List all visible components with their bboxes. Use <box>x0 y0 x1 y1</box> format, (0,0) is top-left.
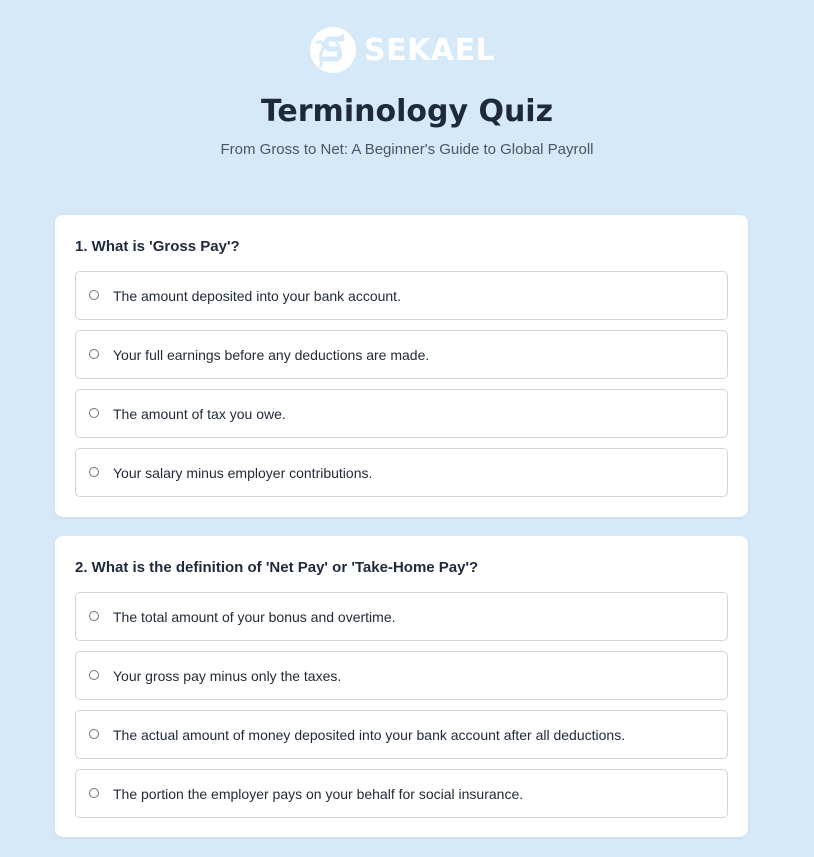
answer-option[interactable] <box>75 271 728 320</box>
radio-button[interactable] <box>89 408 99 418</box>
answer-label: The amount deposited into your bank account. <box>113 287 401 304</box>
radio-button[interactable] <box>89 467 99 477</box>
radio-button[interactable] <box>89 788 99 798</box>
answer-option[interactable] <box>75 330 728 379</box>
answer-option[interactable] <box>75 592 728 641</box>
radio-button[interactable] <box>89 290 99 300</box>
page-subtitle: From Gross to Net: A Beginner's Guide to Global Payroll <box>220 141 594 158</box>
brand-name: SEKAEL <box>364 32 496 68</box>
answer-option[interactable] <box>75 389 728 438</box>
question-text: 1. What is 'Gross Pay'? <box>75 238 240 255</box>
page-title: Terminology Quiz <box>260 94 554 129</box>
question-card-2 <box>55 536 748 837</box>
answer-options <box>75 271 728 497</box>
question-card-1 <box>55 215 748 517</box>
answer-label: Your salary minus employer contributions. <box>113 464 373 481</box>
answer-label: Your full earnings before any deductions are made. <box>113 346 430 363</box>
radio-button[interactable] <box>89 611 99 621</box>
answer-option[interactable] <box>75 651 728 700</box>
radio-button[interactable] <box>89 349 99 359</box>
answer-option[interactable] <box>75 448 728 497</box>
globe-s-icon <box>308 25 358 75</box>
answer-label: The actual amount of money deposited into your bank account after all deductions. <box>113 726 626 743</box>
answer-label: Your gross pay minus only the taxes. <box>113 667 342 684</box>
answer-label: The portion the employer pays on your behalf for social insurance. <box>113 785 524 802</box>
radio-button[interactable] <box>89 729 99 739</box>
answer-options <box>75 592 728 818</box>
radio-button[interactable] <box>89 670 99 680</box>
answer-option[interactable] <box>75 769 728 818</box>
answer-option[interactable] <box>75 710 728 759</box>
brand-logo <box>308 24 495 76</box>
question-text: 2. What is the definition of 'Net Pay' or 'Take-Home Pay'? <box>75 559 479 576</box>
answer-label: The amount of tax you owe. <box>113 405 286 422</box>
answer-label: The total amount of your bonus and overtime. <box>113 608 396 625</box>
